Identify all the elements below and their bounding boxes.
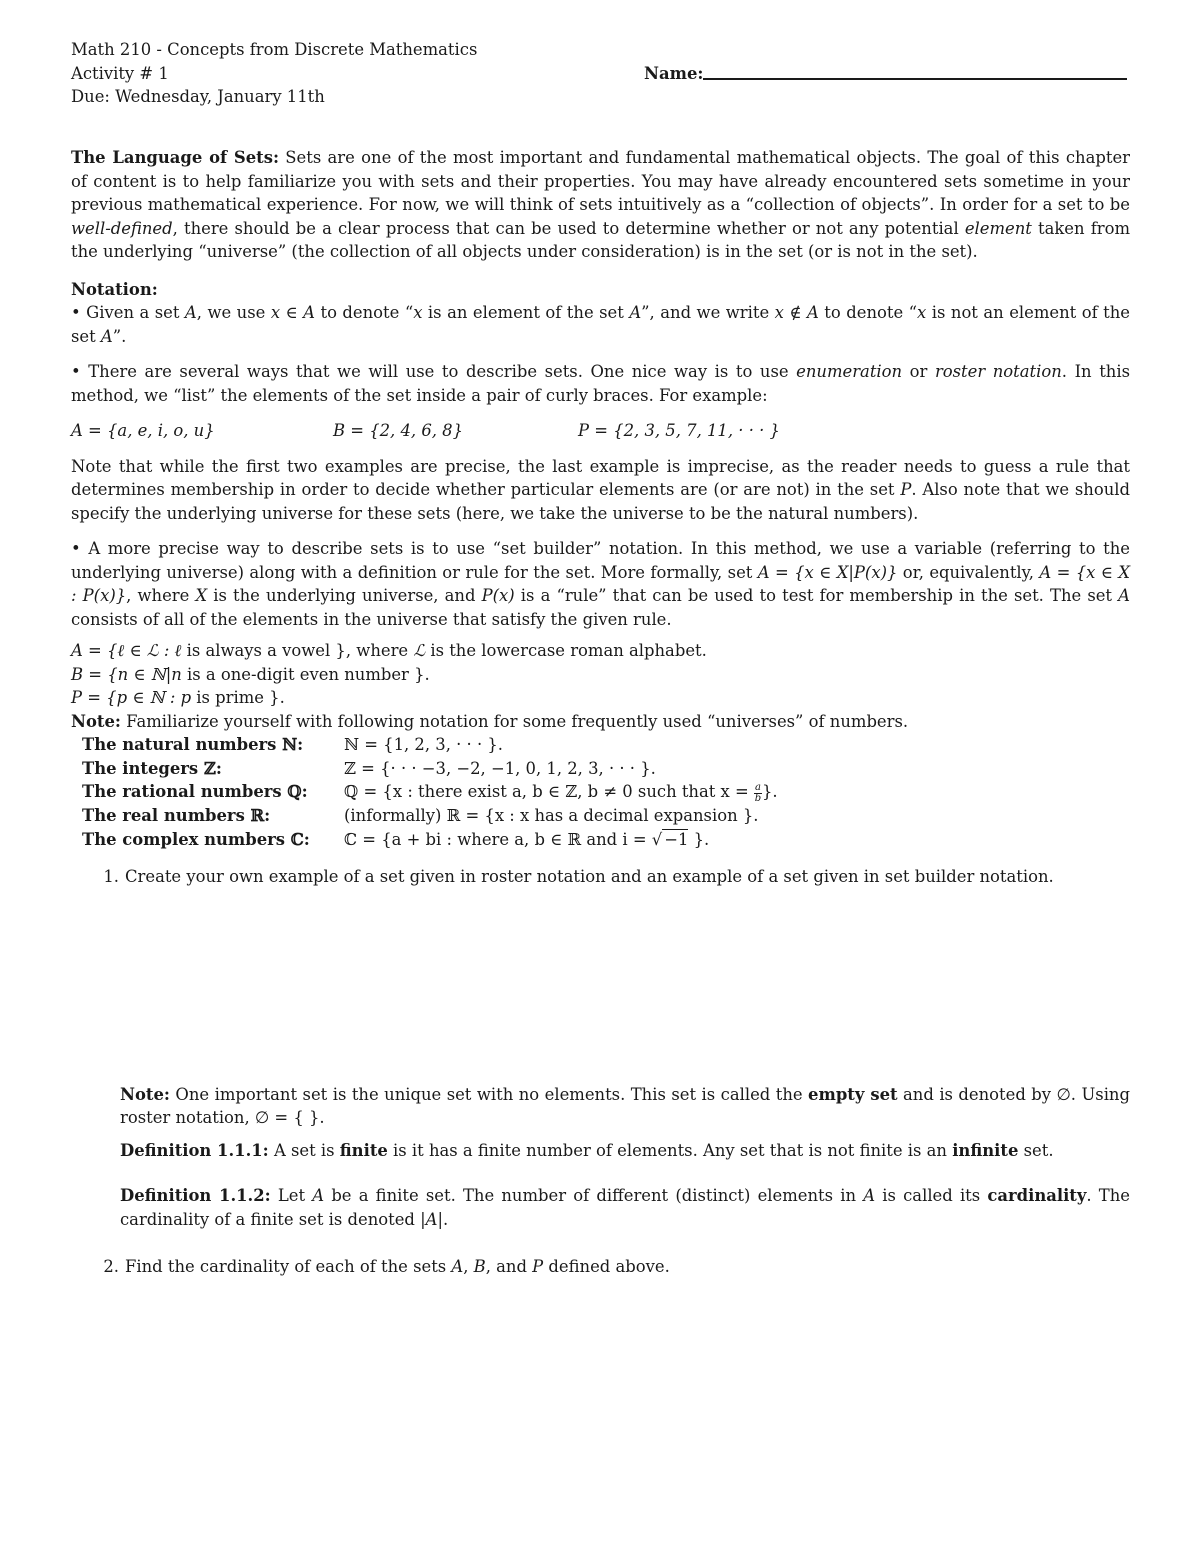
course-title: Math 210 - Concepts from Discrete Mathematics [71,40,478,59]
universes-note: Note: Familiarize yourself with following notation for some frequently used “universes” of numbers. [71,711,909,731]
sqrt-symbol: √ [651,829,663,849]
precision-note: Note that while the first two examples are precise, the last example is imprecise, as the reader needs to guess a rule that determines membership in order to decide whether particular elements are (or are not) in the set P. Also note that we should specify the underlying universe for these sets (here, we take the universe to be the natural numbers). [71,456,1130,523]
due-date: Due: Wednesday, January 11th [71,87,325,106]
worksheet-page [71,38,1130,1279]
builder-example-B: B = {n ∈ ℕ|n is a one-digit even number }. [71,664,430,684]
worksheet-header [71,38,1130,116]
universe-row-complex: The complex numbers ℂ: ℂ = {a + bi : where a, b ∈ ℝ and i = √ −1 }. [82,829,710,849]
roster-examples [71,419,1130,443]
universe-row-natural: The natural numbers ℕ: ℕ = {1, 2, 3, · · · }. [82,735,504,754]
universe-row-rational: The rational numbers ℚ: ℚ = {x : there exist a, b ∈ ℤ, b ≠ 0 such that x = $\frac{a}{b}$ }. [82,782,778,804]
notation-heading: Notation: [71,279,158,299]
fraction-a-over-b: $\frac{a}{b}$ [754,782,762,804]
intro-paragraph: The Language of Sets: Sets are one of the most important and fundamental mathematical objects. The goal of this chapter of content is to help familiarize you with sets and their properties. You may have already encountered sets sometime in your previous mathematical experience. For now, we will think of sets intuitively as a “collection of objects”. In order for a set to be well-defined, there should be a clear process that can be used to determine whether or not any potential element taken from the underlying “universe” (the collection of all objects under consideration) is in the set (or is not in the set). [71,148,1131,261]
roster-example-A: A = {a, e, i, o, u} [71,421,215,440]
name-blank-line[interactable] [703,62,1127,80]
question-2: 2. Find the cardinality of each of the sets A, B, and P defined above. [103,1257,670,1276]
question-1: 1. Create your own example of a set given in roster notation and an example of a set given in set builder notation. [103,867,1054,886]
universe-row-integers: The integers ℤ: ℤ = {· · · −3, −2, −1, 0, 1, 2, 3, · · · }. [82,758,656,778]
intro-heading: The Language of Sets: [71,148,279,167]
empty-set-note: Note: One important set is the unique set with no elements. This set is called the empty set and is denoted by ∅. Using roster notation, ∅ = { }. [120,1084,1130,1127]
builder-example-P: P = {p ∈ ℕ : p is prime }. [71,688,285,707]
roster-example-B: B = {2, 4, 6, 8} [333,421,464,440]
activity-number: Activity # 1 [71,63,169,83]
number-universes-table [82,733,1130,851]
definition-1-1-1: Definition 1.1.1: A set is finite is it has a finite number of elements. Any set that is not finite is an infinite set. [120,1140,1054,1160]
definition-1-1-2: Definition 1.1.2: Let A be a finite set. The number of different (distinct) elements in A is called its cardinality. The cardinality of a finite set is denoted |A|. [120,1186,1130,1229]
set-builder-examples [71,639,1130,733]
notation-section [71,278,1130,632]
name-field[interactable] [644,62,1127,86]
roster-example-P: P = {2, 3, 5, 7, 11, · · · } [578,421,780,440]
roster-bullet: • There are several ways that we will use to describe sets. One nice way is to use enumeration or roster notation. In this method, we “list” the elements of the set inside a pair of curly braces. For example: [71,362,1130,405]
set-builder-bullet: • A more precise way to describe sets is to use “set builder” notation. In this method, we use a variable (referring to the underlying universe) along with a definition or rule for the set. More formally, set A = {x ∈ X|P(x)} or, equivalently, A = {x ∈ X : P(x)}, where X is the underlying universe, and P(x) is a “rule” that can be used to test for membership in the set. The set A consists of all of the elements in the universe that satisfy the given rule. [71,539,1130,629]
name-label: Name: [644,63,704,83]
builder-example-A: A = {ℓ ∈ ℒ : ℓ is always a vowel }, where ℒ is the lowercase roman alphabet. [71,641,707,660]
universe-row-real: The real numbers ℝ: (informally) ℝ = {x : x has a decimal expansion }. [82,806,759,825]
membership-bullet: • Given a set A, we use x ∈ A to denote “x is an element of the set A”, and we write x ∉ A to denote “x is not an element of the set A”. [71,303,1130,346]
